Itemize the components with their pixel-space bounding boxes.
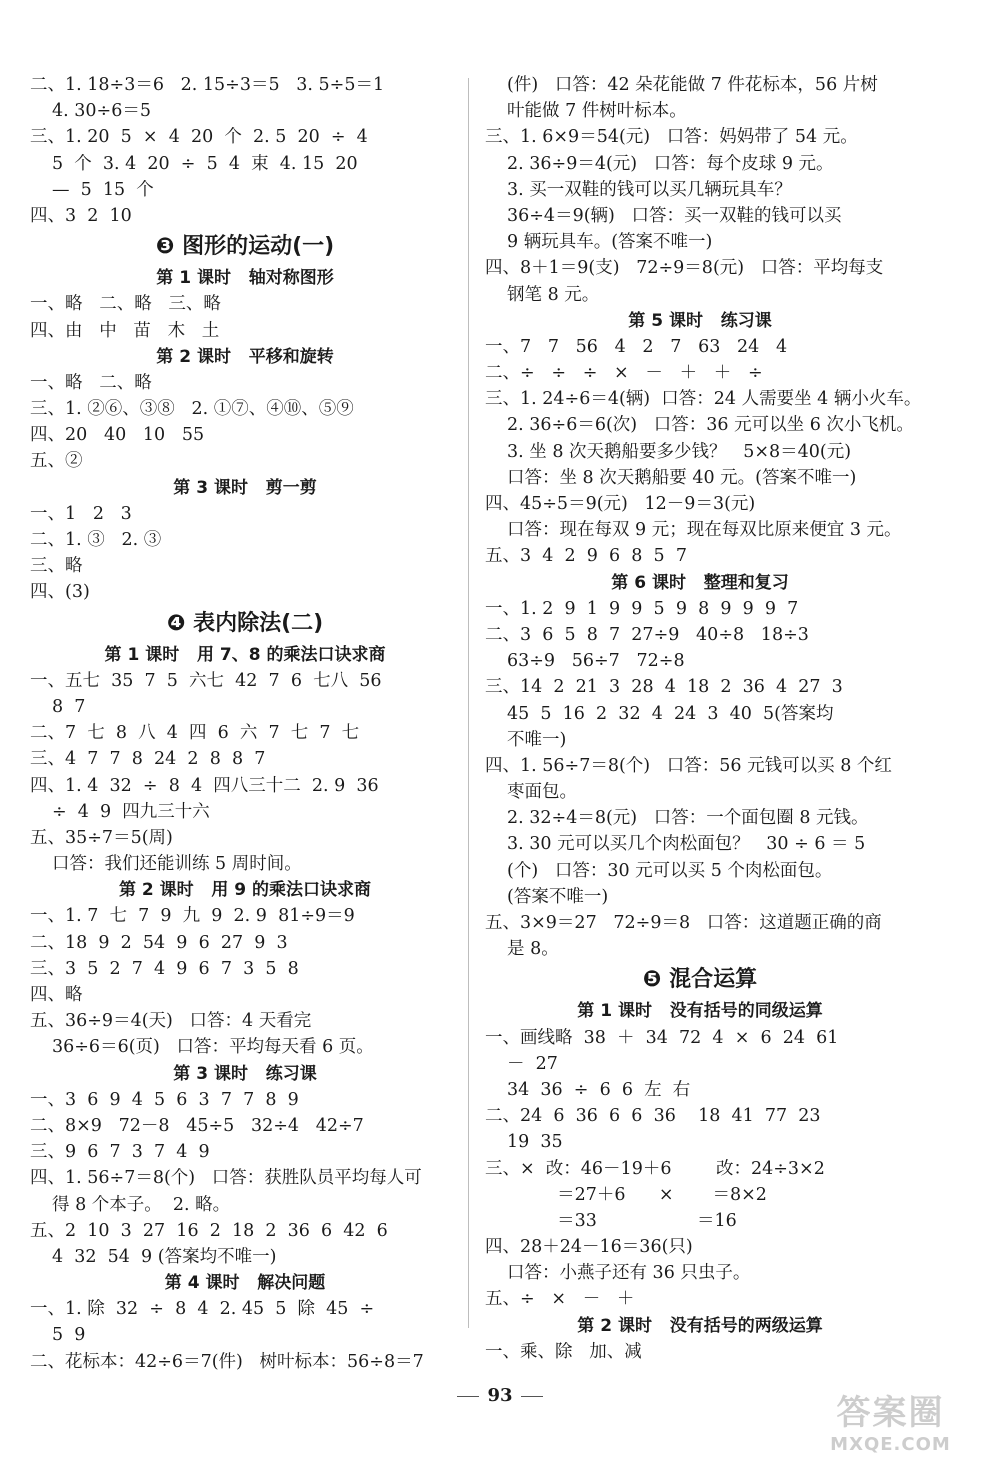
page-number-dash-right (521, 1396, 543, 1397)
answer-line: 四、8＋1＝9(支) 72÷9＝8(元) 口答：平均每支 (485, 258, 884, 279)
answer-line: 不唯一) (507, 729, 567, 750)
answer-line: 34 36 ÷ 6 6 左 右 (507, 1079, 691, 1100)
answer-line: 一、画线略 38 ＋ 34 72 4 × 6 24 61 (485, 1027, 839, 1048)
lesson-heading: 第 2 课时 用 9 的乘法口诀求商 (118, 880, 372, 901)
answer-line: 8 7 (52, 696, 86, 717)
answer-line: 二、18 9 2 54 9 6 27 9 3 (30, 932, 288, 953)
answer-line: (答案不唯一) (507, 886, 609, 907)
page-number-text: 93 (487, 1385, 513, 1406)
answer-line: 三、略 (30, 556, 83, 577)
answer-line: － 27 (507, 1053, 558, 1074)
answer-line: 四、1. 4 32 ÷ 8 4 四八三十二 2. 9 36 (30, 775, 379, 796)
answer-line: 一、1. 除 32 ÷ 8 4 2. 45 5 除 45 ÷ (30, 1299, 375, 1320)
answer-line: 四、(3) (30, 582, 90, 603)
answer-line: 二、花标本：42÷6＝7(件) 树叶标本：56÷8＝7 (30, 1351, 424, 1372)
answer-line: 2. 36÷9＝4(元) 口答：每个皮球 9 元。 (507, 153, 834, 174)
answer-line: 3. 坐 8 次天鹅船要多少钱？ 5×8＝40(元) (507, 441, 852, 462)
answer-line: 三、3 5 2 7 4 9 6 7 3 5 8 (30, 958, 299, 979)
answer-line: 四、45÷5＝9(元) 12－9＝3(元) (485, 494, 756, 514)
lesson-heading: 第 5 课时 练习课 (628, 310, 772, 331)
answer-line: 2. 36÷6＝6(次) 口答：36 元可以坐 6 次小飞机。 (507, 415, 914, 436)
answer-line: 五、2 10 3 27 16 2 18 2 36 6 42 6 (30, 1220, 388, 1241)
answer-line: 一、7 7 56 4 2 7 63 24 4 (485, 336, 788, 357)
answer-line: 三、1. 24÷6＝4(辆) 口答：24 人需要坐 4 辆小火车。 (485, 389, 922, 410)
watermark-title: 答案圈 (836, 1393, 945, 1433)
answer-line: 2. 32÷4＝8(元) 口答：一个面包圈 8 元钱。 (507, 808, 869, 829)
answer-line: 四、1. 56÷7＝8(个) 口答：获胜队员平均每人可 (30, 1168, 422, 1189)
unit-heading: ❸ 图形的运动(一) (155, 234, 335, 260)
answer-line: 五、② (30, 451, 83, 472)
answer-line: 9 辆玩具车。(答案不唯一) (507, 232, 713, 253)
answer-line: 五、3×9＝27 72÷9＝8 口答：这道题正确的商 (485, 913, 882, 933)
lesson-heading: 第 2 课时 平移和旋转 (156, 346, 334, 367)
lesson-heading: 第 2 课时 没有括号的两级运算 (577, 1315, 823, 1336)
answer-line: 口答：坐 8 次天鹅船要 40 元。(答案不唯一) (507, 467, 857, 488)
answer-line: 三、1. 6×9＝54(元) 口答：妈妈带了 54 元。 (485, 127, 858, 148)
answer-line: 是 8。 (507, 939, 559, 960)
answer-line: 一、乘、除 加、减 (485, 1341, 642, 1362)
lesson-heading: 第 6 课时 整理和复习 (611, 572, 789, 593)
answer-line: ÷ 4 9 四九三十六 (52, 801, 210, 822)
answer-line: 叶能做 7 件树叶标本。 (507, 101, 687, 122)
lesson-heading: 第 3 课时 剪一剪 (173, 477, 317, 498)
answer-line: 二、7 七 8 八 4 四 6 六 7 七 7 七 (30, 723, 360, 744)
answer-line: 19 35 (507, 1132, 563, 1153)
answer-line: 三、14 2 21 3 28 4 18 2 36 4 27 3 (485, 677, 843, 698)
answer-line: 钢笔 8 元。 (507, 284, 600, 305)
column-divider (468, 78, 469, 1328)
answer-line: 4. 30÷6＝5 (52, 101, 151, 122)
answer-line: 二、24 6 36 6 6 36 18 41 77 23 (485, 1106, 821, 1127)
lesson-heading: 第 4 课时 解决问题 (164, 1273, 326, 1294)
answer-line: (件) 口答：42 朵花能做 7 件花标本，56 片树 (507, 75, 878, 95)
lesson-heading: 第 1 课时 轴对称图形 (156, 268, 334, 289)
answer-line: 二、8×9 72－8 45÷5 32÷4 42÷7 (30, 1115, 364, 1136)
answer-line: 一、略 二、略 (30, 372, 152, 393)
answer-line: 一、略 二、略 三、略 (30, 294, 221, 315)
right-column (485, 72, 922, 1365)
lesson-heading: 第 3 课时 练习课 (173, 1063, 317, 1084)
answer-line: 四、1. 56÷7＝8(个) 口答：56 元钱可以买 8 个红 (485, 755, 892, 776)
answer-line: 四、20 40 10 55 (30, 425, 205, 446)
answer-line: 36÷6＝6(页) 口答：平均每天看 6 页。 (52, 1037, 374, 1058)
watermark-url: MXQE.COM (830, 1434, 951, 1455)
watermark-logo (803, 1385, 978, 1465)
answer-line: 一、五七 35 7 5 六七 42 7 6 七八 56 (30, 670, 382, 691)
answer-line: 二、÷ ÷ ÷ × － ＋ ＋ ÷ (485, 363, 763, 384)
answer-line: 一、1. 2 9 1 9 9 5 9 8 9 9 9 7 (485, 598, 799, 619)
answer-line: 三、9 6 7 3 7 4 9 (30, 1142, 210, 1163)
answer-line: 一、3 6 9 4 5 6 3 7 7 8 9 (30, 1089, 299, 1110)
answer-line: 二、1. 18÷3＝6 2. 15÷3＝5 3. 5÷5＝1 (30, 75, 385, 95)
answer-line: 四、28＋24－16＝36(只) (485, 1237, 693, 1258)
answer-line: — 5 15 个 (52, 179, 154, 200)
answer-line: 二、1. ③ 2. ③ (30, 530, 162, 550)
answer-line: 63÷9 56÷7 72÷8 (507, 651, 685, 672)
answer-line: 三、1. 20 5 × 4 20 个 2. 5 20 ÷ 4 (30, 127, 368, 148)
answer-line: 三、× 改：46－19＋6 改：24÷3×2 (485, 1158, 825, 1179)
lesson-heading: 第 1 课时 没有括号的同级运算 (577, 1001, 823, 1022)
answer-line: 4 32 54 9 (答案均不唯一) (52, 1246, 277, 1267)
answer-line: 五、35÷7＝5(周) (30, 827, 173, 848)
left-column (30, 72, 460, 1375)
answer-line: 5 个 3. 4 20 ÷ 5 4 束 4. 15 20 (52, 153, 358, 174)
answer-line: 3. 买一双鞋的钱可以买几辆玩具车？ (507, 179, 792, 200)
answer-line: 一、1. 7 七 7 9 九 9 2. 9 81÷9＝9 (30, 906, 355, 927)
answer-line: 口答：现在每双 9 元；现在每双比原来便宜 3 元。 (507, 520, 902, 541)
answer-line: 得 8 个本子。 2. 略。 (52, 1194, 231, 1215)
answer-line: 3. 30 元可以买几个肉松面包？ 30 ÷ 6 ＝ 5 (507, 834, 866, 855)
unit-heading: ❺ 混合运算 (642, 967, 758, 993)
lesson-heading: 第 1 课时 用 7、8 的乘法口诀求商 (104, 644, 386, 665)
page-number-dash-left (457, 1396, 479, 1397)
answer-line: 五、36÷9＝4(天) 口答：4 天看完 (30, 1011, 312, 1032)
answer-line: 四、3 2 10 (30, 205, 132, 226)
answer-line: 36÷4＝9(辆) 口答：买一双鞋的钱可以买 (507, 205, 842, 226)
answer-line: 枣面包。 (507, 782, 577, 803)
answer-line: 口答：我们还能训练 5 周时间。 (52, 854, 302, 875)
answer-line: 二、3 6 5 8 7 27÷9 40÷8 18÷3 (485, 624, 809, 645)
answer-line: 5 9 (52, 1325, 86, 1346)
answer-line: 四、由 中 苗 木 土 (30, 320, 220, 341)
answer-line: 三、4 7 7 8 24 2 8 8 7 (30, 749, 266, 770)
answer-line: 45 5 16 2 32 4 24 3 40 5(答案均 (507, 703, 834, 724)
answer-line: 五、÷ × － ＋ (485, 1289, 635, 1310)
answer-line: 三、1. ②⑥、③⑧ 2. ①⑦、④⑩、⑤⑨ (30, 399, 354, 420)
answer-line: 五、3 4 2 9 6 8 5 7 (485, 546, 687, 567)
answer-line: 四、略 (30, 985, 83, 1005)
answer-line: ＝33 ＝16 (507, 1210, 737, 1231)
answer-line: ＝27＋6 × ＝8×2 (507, 1184, 767, 1205)
answer-line: (个) 口答：30 元可以买 5 个肉松面包。 (507, 860, 833, 881)
unit-heading: ❹ 表内除法(二) (166, 610, 324, 636)
answer-line: 口答：小燕子还有 36 只虫子。 (507, 1263, 751, 1284)
answer-line: 一、1 2 3 (30, 503, 132, 524)
